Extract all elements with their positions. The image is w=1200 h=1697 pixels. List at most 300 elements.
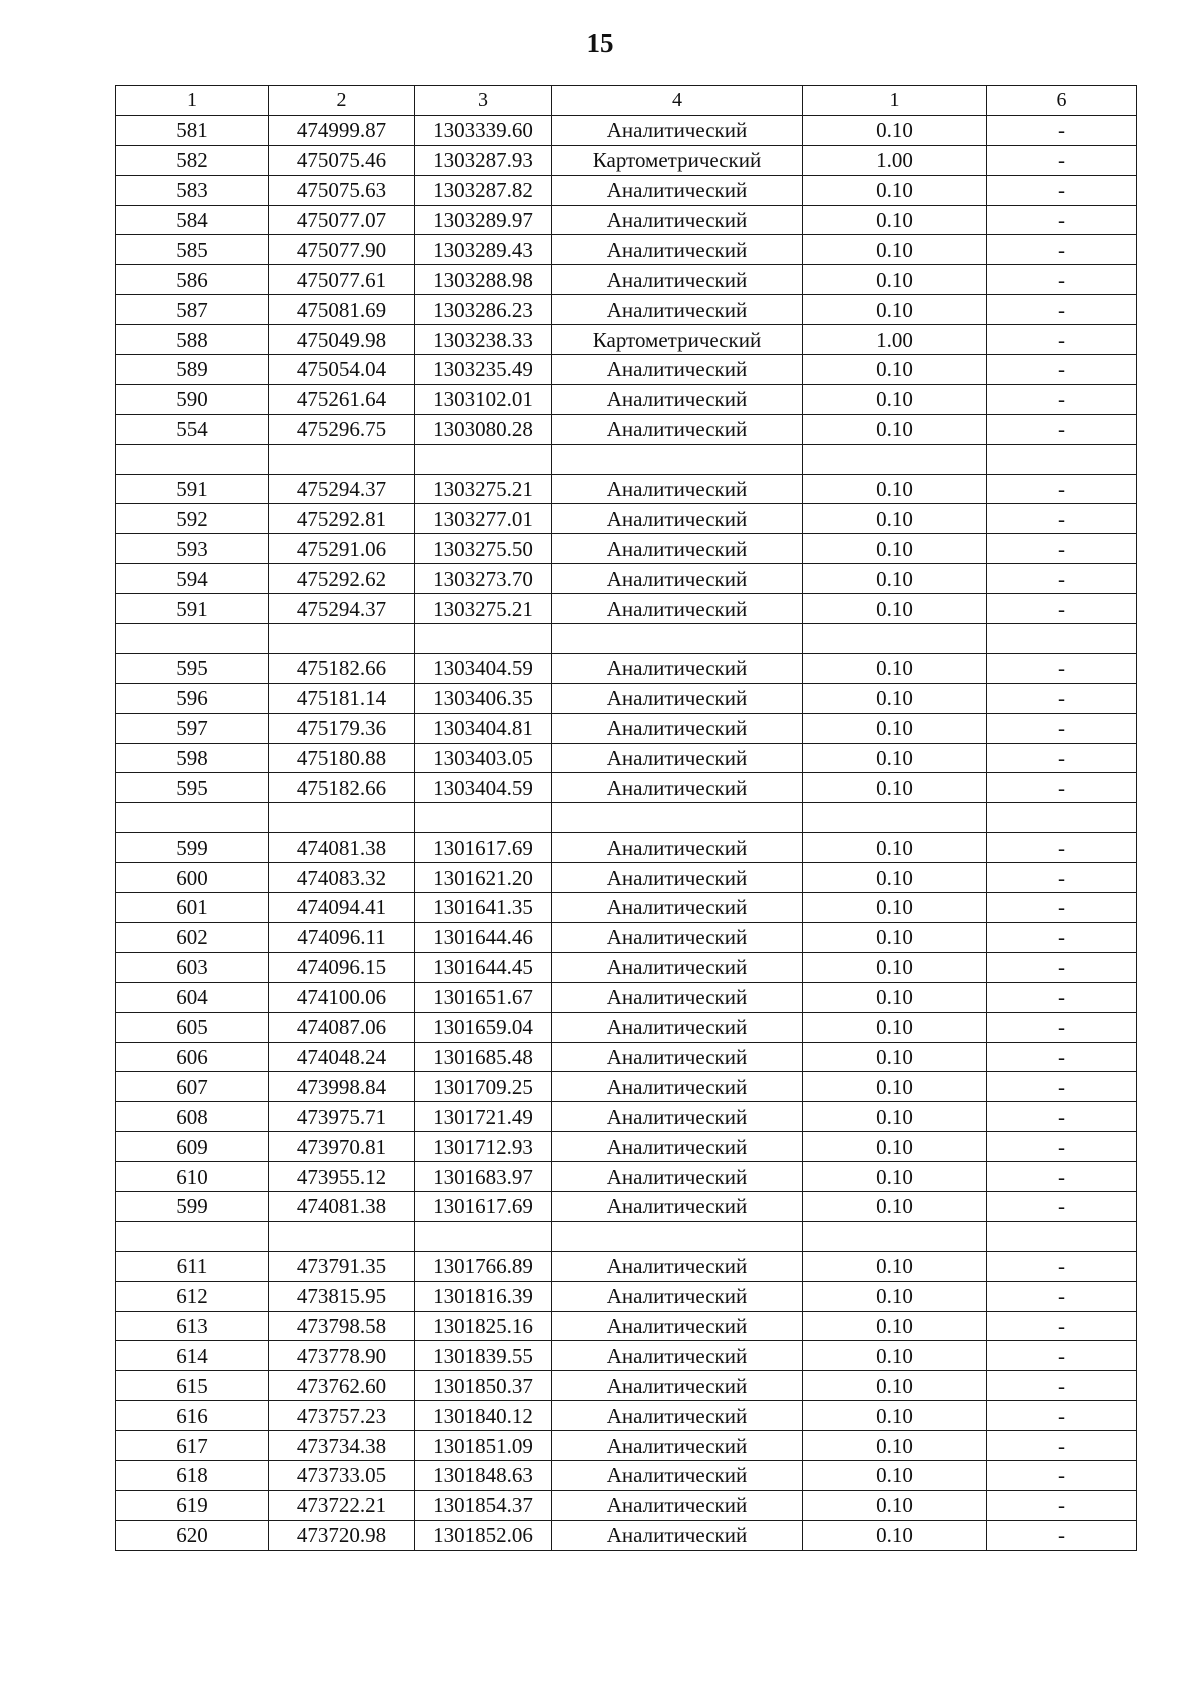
cell-coord-y: 1301651.67 xyxy=(415,982,552,1012)
cell-coord-y: 1301839.55 xyxy=(415,1341,552,1371)
table-row xyxy=(116,355,1137,385)
cell-coord-x: 475296.75 xyxy=(269,414,415,444)
cell-point-number: 588 xyxy=(116,325,269,355)
table-row xyxy=(116,325,1137,355)
cell-note: - xyxy=(987,1281,1137,1311)
cell-accuracy: 0.10 xyxy=(803,564,987,594)
cell-point-number: 601 xyxy=(116,893,269,923)
table-row xyxy=(116,863,1137,893)
cell-coord-x: 475179.36 xyxy=(269,713,415,743)
cell-note: - xyxy=(987,982,1137,1012)
cell-coord-y: 1301712.93 xyxy=(415,1132,552,1162)
cell-point-number xyxy=(116,444,269,474)
cell-point-number: 603 xyxy=(116,952,269,982)
cell-method: Аналитический xyxy=(552,564,803,594)
cell-coord-x xyxy=(269,803,415,833)
cell-coord-x: 474096.15 xyxy=(269,952,415,982)
column-header-method: 4 xyxy=(552,86,803,116)
header-row xyxy=(116,86,1137,116)
cell-method: Аналитический xyxy=(552,295,803,325)
cell-coord-y: 1303289.97 xyxy=(415,205,552,235)
cell-coord-x: 474083.32 xyxy=(269,863,415,893)
cell-point-number: 587 xyxy=(116,295,269,325)
cell-coord-y xyxy=(415,624,552,654)
cell-coord-y: 1303404.59 xyxy=(415,773,552,803)
cell-coord-y: 1303287.82 xyxy=(415,175,552,205)
cell-method: Аналитический xyxy=(552,863,803,893)
cell-method: Аналитический xyxy=(552,1401,803,1431)
cell-coord-y: 1301848.63 xyxy=(415,1460,552,1490)
cell-accuracy: 0.10 xyxy=(803,1251,987,1281)
cell-point-number: 602 xyxy=(116,922,269,952)
cell-method: Аналитический xyxy=(552,1281,803,1311)
table-row xyxy=(116,474,1137,504)
cell-accuracy: 0.10 xyxy=(803,1371,987,1401)
cell-note: - xyxy=(987,922,1137,952)
cell-accuracy: 0.10 xyxy=(803,1281,987,1311)
cell-accuracy: 0.10 xyxy=(803,1490,987,1520)
cell-point-number xyxy=(116,803,269,833)
table-row xyxy=(116,115,1137,145)
table-row xyxy=(116,1520,1137,1550)
cell-note: - xyxy=(987,265,1137,295)
cell-coord-y: 1301659.04 xyxy=(415,1012,552,1042)
cell-method: Аналитический xyxy=(552,594,803,624)
cell-point-number: 616 xyxy=(116,1401,269,1431)
cell-method: Аналитический xyxy=(552,1490,803,1520)
cell-coord-y: 1301825.16 xyxy=(415,1311,552,1341)
cell-note: - xyxy=(987,235,1137,265)
cell-coord-x: 473955.12 xyxy=(269,1162,415,1192)
cell-coord-y: 1301683.97 xyxy=(415,1162,552,1192)
column-header-coord-x: 2 xyxy=(269,86,415,116)
cell-method: Аналитический xyxy=(552,1311,803,1341)
cell-method: Аналитический xyxy=(552,952,803,982)
cell-point-number: 591 xyxy=(116,594,269,624)
cell-coord-y: 1301641.35 xyxy=(415,893,552,923)
cell-note: - xyxy=(987,773,1137,803)
cell-accuracy: 0.10 xyxy=(803,982,987,1012)
column-header-point-number: 1 xyxy=(116,86,269,116)
cell-coord-x: 474087.06 xyxy=(269,1012,415,1042)
cell-point-number: 597 xyxy=(116,713,269,743)
cell-method: Аналитический xyxy=(552,355,803,385)
cell-coord-x: 474081.38 xyxy=(269,1191,415,1221)
table-row xyxy=(116,833,1137,863)
cell-accuracy: 0.10 xyxy=(803,1520,987,1550)
cell-coord-y: 1301766.89 xyxy=(415,1251,552,1281)
cell-method: Аналитический xyxy=(552,1162,803,1192)
cell-coord-y xyxy=(415,444,552,474)
cell-coord-x: 474081.38 xyxy=(269,833,415,863)
cell-coord-x: 473757.23 xyxy=(269,1401,415,1431)
cell-coord-x: 474048.24 xyxy=(269,1042,415,1072)
cell-method: Аналитический xyxy=(552,265,803,295)
separator-row xyxy=(116,444,1137,474)
cell-coord-x: 475182.66 xyxy=(269,653,415,683)
cell-note: - xyxy=(987,1102,1137,1132)
table-row xyxy=(116,1281,1137,1311)
cell-point-number: 615 xyxy=(116,1371,269,1401)
cell-point-number: 617 xyxy=(116,1431,269,1461)
table-row xyxy=(116,295,1137,325)
cell-point-number: 599 xyxy=(116,1191,269,1221)
cell-accuracy: 0.10 xyxy=(803,1072,987,1102)
table-row xyxy=(116,1012,1137,1042)
cell-point-number: 586 xyxy=(116,265,269,295)
cell-point-number: 594 xyxy=(116,564,269,594)
cell-point-number: 595 xyxy=(116,773,269,803)
cell-method: Картометрический xyxy=(552,325,803,355)
cell-coord-y: 1303287.93 xyxy=(415,145,552,175)
cell-accuracy: 0.10 xyxy=(803,743,987,773)
cell-accuracy: 0.10 xyxy=(803,863,987,893)
cell-coord-x: 474094.41 xyxy=(269,893,415,923)
cell-coord-x: 474999.87 xyxy=(269,115,415,145)
table-row xyxy=(116,384,1137,414)
cell-note xyxy=(987,803,1137,833)
coordinates-table xyxy=(115,85,1137,1551)
cell-accuracy: 0.10 xyxy=(803,504,987,534)
cell-method xyxy=(552,624,803,654)
cell-method: Аналитический xyxy=(552,653,803,683)
cell-coord-x: 475075.46 xyxy=(269,145,415,175)
cell-method: Аналитический xyxy=(552,922,803,952)
cell-point-number: 590 xyxy=(116,384,269,414)
cell-note: - xyxy=(987,1311,1137,1341)
cell-coord-x: 473733.05 xyxy=(269,1460,415,1490)
table-row xyxy=(116,653,1137,683)
cell-note: - xyxy=(987,683,1137,713)
cell-method: Аналитический xyxy=(552,504,803,534)
table-row xyxy=(116,1311,1137,1341)
cell-coord-x: 475292.81 xyxy=(269,504,415,534)
cell-accuracy: 0.10 xyxy=(803,922,987,952)
cell-note: - xyxy=(987,414,1137,444)
cell-point-number: 589 xyxy=(116,355,269,385)
cell-note: - xyxy=(987,1251,1137,1281)
table-row xyxy=(116,1371,1137,1401)
cell-method: Аналитический xyxy=(552,1132,803,1162)
cell-note: - xyxy=(987,1431,1137,1461)
cell-point-number xyxy=(116,624,269,654)
cell-point-number: 620 xyxy=(116,1520,269,1550)
cell-coord-y: 1301851.09 xyxy=(415,1431,552,1461)
cell-coord-y: 1303288.98 xyxy=(415,265,552,295)
cell-accuracy: 0.10 xyxy=(803,1311,987,1341)
cell-point-number: 593 xyxy=(116,534,269,564)
cell-coord-y: 1303275.50 xyxy=(415,534,552,564)
cell-note: - xyxy=(987,952,1137,982)
cell-accuracy: 0.10 xyxy=(803,1102,987,1132)
cell-coord-x: 473998.84 xyxy=(269,1072,415,1102)
cell-method xyxy=(552,803,803,833)
cell-point-number: 612 xyxy=(116,1281,269,1311)
column-header-accuracy: 1 xyxy=(803,86,987,116)
cell-coord-y: 1301621.20 xyxy=(415,863,552,893)
separator-row xyxy=(116,1221,1137,1251)
cell-accuracy: 0.10 xyxy=(803,1191,987,1221)
cell-method: Аналитический xyxy=(552,1042,803,1072)
cell-coord-x xyxy=(269,1221,415,1251)
cell-coord-x: 475261.64 xyxy=(269,384,415,414)
cell-method: Аналитический xyxy=(552,175,803,205)
cell-note: - xyxy=(987,594,1137,624)
cell-accuracy xyxy=(803,444,987,474)
cell-point-number: 605 xyxy=(116,1012,269,1042)
cell-note: - xyxy=(987,115,1137,145)
cell-method: Аналитический xyxy=(552,534,803,564)
cell-point-number: 585 xyxy=(116,235,269,265)
cell-accuracy: 0.10 xyxy=(803,1012,987,1042)
cell-accuracy: 0.10 xyxy=(803,1132,987,1162)
cell-coord-x: 473975.71 xyxy=(269,1102,415,1132)
cell-coord-y: 1301852.06 xyxy=(415,1520,552,1550)
cell-coord-x: 475294.37 xyxy=(269,474,415,504)
page-number: 15 xyxy=(586,28,614,58)
cell-note: - xyxy=(987,325,1137,355)
cell-accuracy xyxy=(803,803,987,833)
table-row xyxy=(116,175,1137,205)
cell-coord-x: 473798.58 xyxy=(269,1311,415,1341)
cell-point-number: 554 xyxy=(116,414,269,444)
cell-point-number: 609 xyxy=(116,1132,269,1162)
cell-coord-y: 1301644.45 xyxy=(415,952,552,982)
cell-coord-y: 1301850.37 xyxy=(415,1371,552,1401)
table-row xyxy=(116,145,1137,175)
cell-coord-x: 475292.62 xyxy=(269,564,415,594)
cell-note: - xyxy=(987,205,1137,235)
cell-accuracy: 0.10 xyxy=(803,653,987,683)
cell-point-number: 618 xyxy=(116,1460,269,1490)
cell-point-number: 598 xyxy=(116,743,269,773)
cell-accuracy: 0.10 xyxy=(803,265,987,295)
cell-coord-x: 474100.06 xyxy=(269,982,415,1012)
cell-coord-x: 473815.95 xyxy=(269,1281,415,1311)
cell-accuracy: 0.10 xyxy=(803,235,987,265)
cell-accuracy: 1.00 xyxy=(803,325,987,355)
cell-coord-y xyxy=(415,1221,552,1251)
cell-note: - xyxy=(987,474,1137,504)
cell-coord-x: 473722.21 xyxy=(269,1490,415,1520)
cell-method xyxy=(552,1221,803,1251)
table-row xyxy=(116,1132,1137,1162)
cell-note xyxy=(987,624,1137,654)
table-row xyxy=(116,564,1137,594)
cell-accuracy: 0.10 xyxy=(803,1341,987,1371)
cell-point-number: 591 xyxy=(116,474,269,504)
cell-note: - xyxy=(987,1042,1137,1072)
cell-note: - xyxy=(987,893,1137,923)
cell-coord-y: 1303102.01 xyxy=(415,384,552,414)
cell-method: Аналитический xyxy=(552,1460,803,1490)
cell-accuracy: 0.10 xyxy=(803,1401,987,1431)
cell-coord-x: 475054.04 xyxy=(269,355,415,385)
cell-coord-x: 475081.69 xyxy=(269,295,415,325)
cell-note: - xyxy=(987,653,1137,683)
cell-coord-y: 1301816.39 xyxy=(415,1281,552,1311)
cell-note: - xyxy=(987,504,1137,534)
table-row xyxy=(116,265,1137,295)
cell-accuracy: 0.10 xyxy=(803,384,987,414)
cell-coord-y xyxy=(415,803,552,833)
table-row xyxy=(116,205,1137,235)
cell-note: - xyxy=(987,1012,1137,1042)
cell-coord-x: 475077.90 xyxy=(269,235,415,265)
table-row xyxy=(116,982,1137,1012)
cell-coord-x: 475077.61 xyxy=(269,265,415,295)
cell-method: Аналитический xyxy=(552,982,803,1012)
cell-accuracy xyxy=(803,1221,987,1251)
cell-method: Аналитический xyxy=(552,683,803,713)
cell-point-number: 614 xyxy=(116,1341,269,1371)
cell-coord-y: 1301721.49 xyxy=(415,1102,552,1132)
cell-accuracy: 0.10 xyxy=(803,1042,987,1072)
cell-accuracy: 0.10 xyxy=(803,534,987,564)
cell-coord-x: 475182.66 xyxy=(269,773,415,803)
cell-method: Аналитический xyxy=(552,773,803,803)
cell-method: Аналитический xyxy=(552,235,803,265)
cell-note: - xyxy=(987,743,1137,773)
cell-note: - xyxy=(987,1191,1137,1221)
cell-coord-y: 1301854.37 xyxy=(415,1490,552,1520)
cell-coord-y: 1303286.23 xyxy=(415,295,552,325)
cell-point-number: 608 xyxy=(116,1102,269,1132)
cell-coord-x: 475075.63 xyxy=(269,175,415,205)
cell-note: - xyxy=(987,175,1137,205)
table-row xyxy=(116,504,1137,534)
table-row xyxy=(116,414,1137,444)
cell-coord-y: 1301617.69 xyxy=(415,1191,552,1221)
cell-accuracy: 0.10 xyxy=(803,414,987,444)
cell-coord-x: 473791.35 xyxy=(269,1251,415,1281)
cell-point-number: 582 xyxy=(116,145,269,175)
cell-method: Аналитический xyxy=(552,384,803,414)
cell-accuracy: 0.10 xyxy=(803,115,987,145)
cell-coord-x: 475291.06 xyxy=(269,534,415,564)
cell-coord-y: 1303275.21 xyxy=(415,594,552,624)
cell-method: Аналитический xyxy=(552,1072,803,1102)
cell-coord-x: 475294.37 xyxy=(269,594,415,624)
table-row xyxy=(116,952,1137,982)
cell-coord-y: 1303273.70 xyxy=(415,564,552,594)
table-row xyxy=(116,713,1137,743)
table-row xyxy=(116,1460,1137,1490)
cell-coord-y: 1303404.59 xyxy=(415,653,552,683)
cell-coord-y: 1301709.25 xyxy=(415,1072,552,1102)
cell-coord-x: 473734.38 xyxy=(269,1431,415,1461)
cell-note: - xyxy=(987,713,1137,743)
cell-coord-x: 475077.07 xyxy=(269,205,415,235)
table-row xyxy=(116,1072,1137,1102)
cell-accuracy: 0.10 xyxy=(803,893,987,923)
cell-point-number: 604 xyxy=(116,982,269,1012)
cell-point-number: 619 xyxy=(116,1490,269,1520)
cell-method: Аналитический xyxy=(552,1341,803,1371)
table-row xyxy=(116,1490,1137,1520)
table-body xyxy=(116,86,1137,1551)
cell-point-number: 613 xyxy=(116,1311,269,1341)
cell-coord-x: 473778.90 xyxy=(269,1341,415,1371)
cell-coord-y: 1303275.21 xyxy=(415,474,552,504)
table-row xyxy=(116,1191,1137,1221)
cell-method: Аналитический xyxy=(552,474,803,504)
cell-coord-y: 1301840.12 xyxy=(415,1401,552,1431)
cell-coord-y: 1303339.60 xyxy=(415,115,552,145)
cell-note: - xyxy=(987,564,1137,594)
cell-accuracy: 0.10 xyxy=(803,952,987,982)
cell-method: Аналитический xyxy=(552,1012,803,1042)
cell-coord-y: 1303277.01 xyxy=(415,504,552,534)
cell-point-number: 584 xyxy=(116,205,269,235)
cell-method: Аналитический xyxy=(552,1191,803,1221)
cell-accuracy: 0.10 xyxy=(803,175,987,205)
table-row xyxy=(116,893,1137,923)
cell-coord-y: 1303406.35 xyxy=(415,683,552,713)
table-row xyxy=(116,922,1137,952)
cell-note: - xyxy=(987,1401,1137,1431)
cell-coord-x xyxy=(269,624,415,654)
cell-method: Аналитический xyxy=(552,743,803,773)
cell-method: Аналитический xyxy=(552,1102,803,1132)
cell-method: Аналитический xyxy=(552,1371,803,1401)
cell-accuracy: 0.10 xyxy=(803,773,987,803)
cell-note: - xyxy=(987,1132,1137,1162)
cell-coord-x: 473970.81 xyxy=(269,1132,415,1162)
cell-note: - xyxy=(987,1341,1137,1371)
table-row xyxy=(116,773,1137,803)
cell-point-number: 595 xyxy=(116,653,269,683)
cell-coord-y: 1301617.69 xyxy=(415,833,552,863)
cell-coord-y: 1301685.48 xyxy=(415,1042,552,1072)
cell-point-number: 606 xyxy=(116,1042,269,1072)
cell-note: - xyxy=(987,1490,1137,1520)
table-row xyxy=(116,1341,1137,1371)
table-row xyxy=(116,235,1137,265)
table-row xyxy=(116,683,1137,713)
cell-note: - xyxy=(987,295,1137,325)
table-row xyxy=(116,1401,1137,1431)
cell-method: Аналитический xyxy=(552,414,803,444)
cell-accuracy: 0.10 xyxy=(803,1431,987,1461)
cell-accuracy: 1.00 xyxy=(803,145,987,175)
cell-coord-x: 475180.88 xyxy=(269,743,415,773)
cell-point-number: 610 xyxy=(116,1162,269,1192)
table-row xyxy=(116,1251,1137,1281)
cell-accuracy: 0.10 xyxy=(803,833,987,863)
cell-point-number: 600 xyxy=(116,863,269,893)
cell-coord-x: 475049.98 xyxy=(269,325,415,355)
separator-row xyxy=(116,624,1137,654)
table-row xyxy=(116,594,1137,624)
cell-accuracy: 0.10 xyxy=(803,205,987,235)
cell-note: - xyxy=(987,145,1137,175)
cell-coord-x: 473720.98 xyxy=(269,1520,415,1550)
cell-point-number: 592 xyxy=(116,504,269,534)
cell-coord-y: 1303235.49 xyxy=(415,355,552,385)
cell-coord-y: 1303080.28 xyxy=(415,414,552,444)
cell-note xyxy=(987,1221,1137,1251)
cell-coord-y: 1301644.46 xyxy=(415,922,552,952)
cell-accuracy: 0.10 xyxy=(803,474,987,504)
cell-accuracy: 0.10 xyxy=(803,1460,987,1490)
cell-method: Аналитический xyxy=(552,115,803,145)
cell-coord-y: 1303289.43 xyxy=(415,235,552,265)
cell-point-number: 607 xyxy=(116,1072,269,1102)
cell-method: Аналитический xyxy=(552,1520,803,1550)
cell-note: - xyxy=(987,1371,1137,1401)
cell-note xyxy=(987,444,1137,474)
